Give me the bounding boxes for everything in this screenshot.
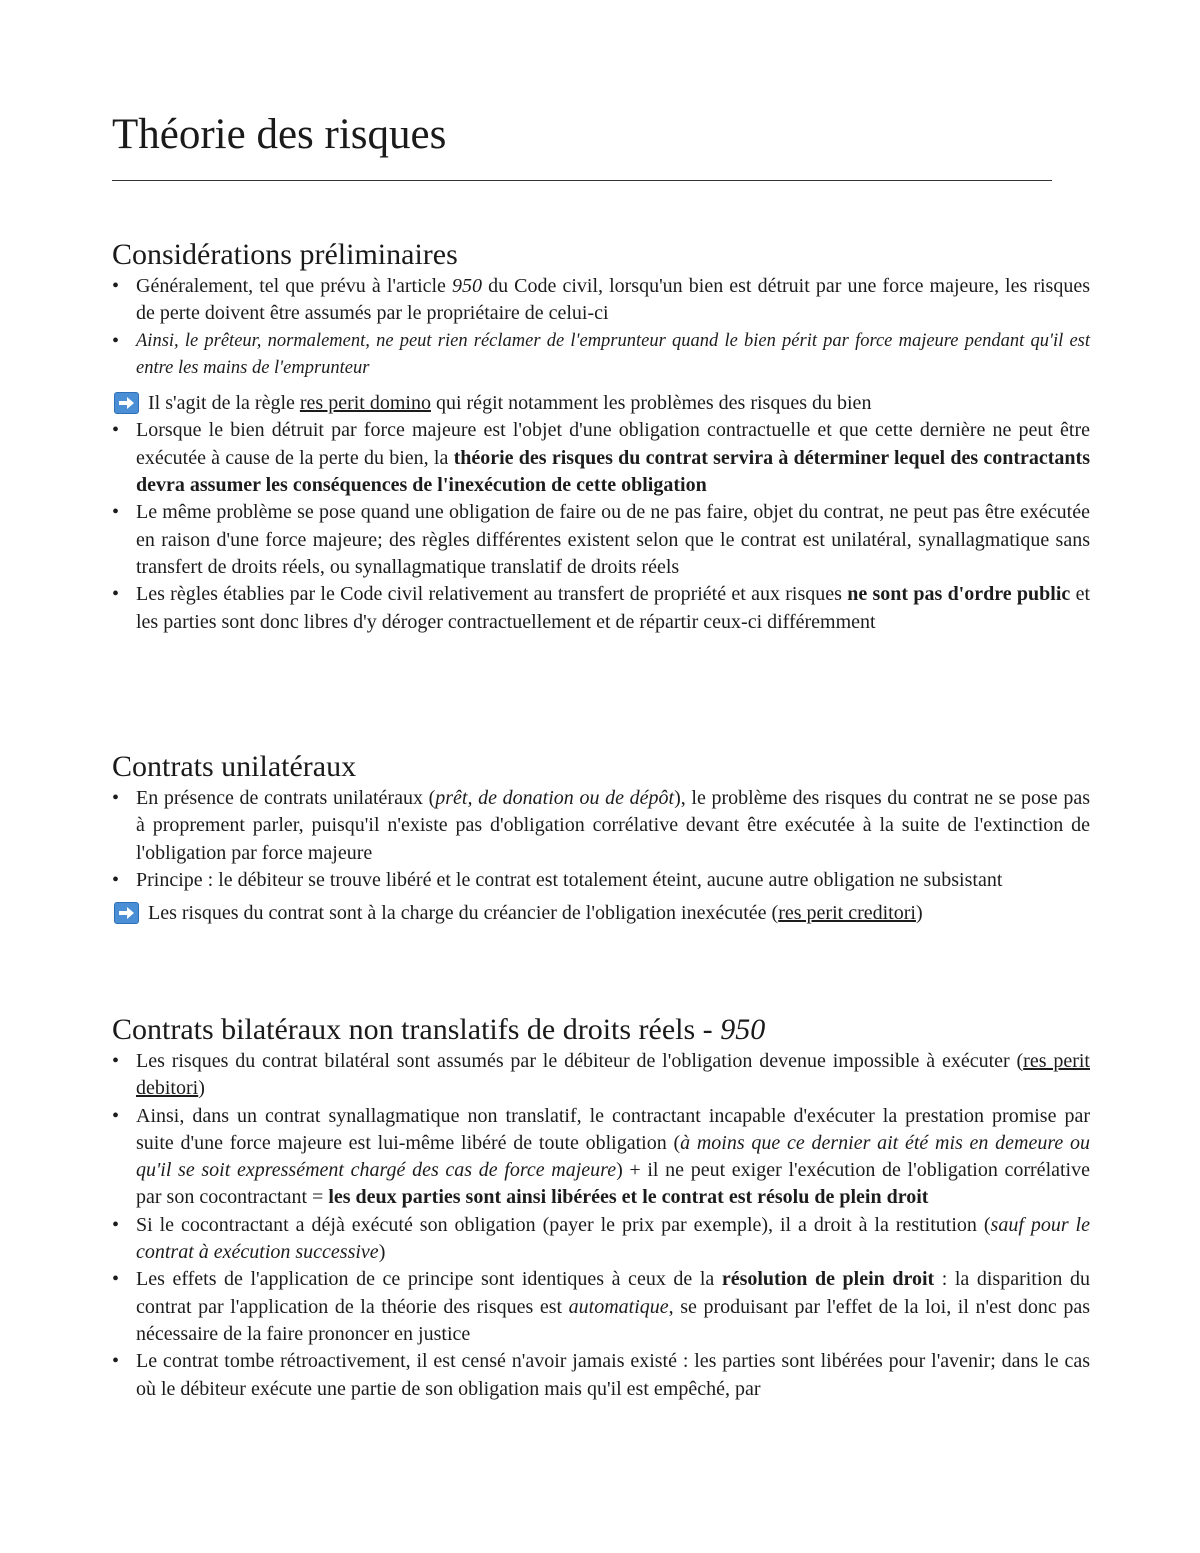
document-title: Théorie des risques bbox=[112, 111, 447, 158]
bullet-icon: • bbox=[112, 1350, 120, 1373]
bullet-icon: • bbox=[112, 1213, 120, 1236]
bullet-icon: • bbox=[112, 1268, 120, 1291]
list-item: • Le même problème se pose quand une obligation de faire ou de ne pas faire, objet du contrat, ne peut pas être exécutée en raison d'une force majeure; des règles différentes existent selon que le contrat est unilatéral, synallagmatique sans transfert de droits réels, ou synallagmatique translatif de droits réels bbox=[112, 501, 1090, 578]
right-arrow-icon bbox=[114, 392, 139, 414]
list-item: • Le contrat tombe rétroactivement, il est censé n'avoir jamais existé : les parties sont libérées pour l'avenir; dans le cas où le débiteur exécute une partie de son obligation mais qu'il est empêché, par bbox=[112, 1350, 1090, 1400]
list-item: • Les effets de l'application de ce principe sont identiques à ceux de la résolution de plein droit : la disparition du contrat par l'application de la théorie des risques est automatique, se produisant par l'effet de la loi, il n'est donc pas nécessaire de la faire prononcer en justice bbox=[112, 1268, 1090, 1345]
bullet-icon: • bbox=[112, 1050, 120, 1072]
list-item: • Principe : le débiteur se trouve libéré et le contrat est totalement éteint, aucune autre obligation ne subsistant bbox=[112, 867, 1090, 894]
arrow-note: Les risques du contrat sont à la charge du créancier de l'obligation inexécutée (res perit creditori) bbox=[112, 900, 1090, 927]
list-item: • Si le cocontractant a déjà exécuté son obligation (payer le prix par exemple), il a droit à la restitution (sauf pour le contrat à exécution successive) bbox=[112, 1213, 1090, 1264]
list-item: • En présence de contrats unilatéraux (prêt, de donation ou de dépôt), le problème des risques du contrat ne se pose pas à proprement parler, puisqu'il n'existe pas d'obligation corrélative devant être exécutée à la suite de l'extinction de l'obligation par force majeure bbox=[112, 787, 1090, 864]
bullet-icon: • bbox=[112, 329, 120, 352]
bullet-icon: • bbox=[112, 583, 120, 606]
list-item: • Les risques du contrat bilatéral sont assumés par le débiteur de l'obligation devenue impossible à exécuter (res perit debitori) bbox=[112, 1050, 1090, 1100]
section-contrats-bilateraux bbox=[112, 1013, 1090, 1403]
bullet-icon: • bbox=[112, 275, 120, 297]
bullet-icon: • bbox=[112, 419, 120, 442]
bullet-icon: • bbox=[112, 1104, 120, 1127]
section-considerations bbox=[112, 238, 1090, 636]
list-item: • Ainsi, dans un contrat synallagmatique non translatif, le contractant incapable d'exécuter la prestation promise par suite d'une force majeure est lui-même libéré de toute obligation (à moins que ce dernier ait été mis en demeure ou qu'il se soit expressément chargé des cas de force majeure) + il ne peut exiger l'exécution de l'obligation corrélative par son cocontractant = les deux parties sont ainsi libérées et le contrat est résolu de plein droit bbox=[112, 1104, 1090, 1209]
bullet-icon: • bbox=[112, 787, 120, 809]
list-item: • Lorsque le bien détruit par force majeure est l'objet d'une obligation contractuelle et que cette dernière ne peut être exécutée à cause de la perte du bien, la théorie des risques du contrat servira à déterminer lequel des contractants devra assumer les conséquences de l'inexécution de cette obligation bbox=[112, 419, 1090, 497]
list-item: • Ainsi, le prêteur, normalement, ne peut rien réclamer de l'emprunteur quand le bien périt par force majeure pendant qu'il est entre les mains de l'emprunteur bbox=[112, 329, 1090, 378]
bullet-icon: • bbox=[112, 501, 120, 524]
arrow-note: Il s'agit de la règle res perit domino qui régit notamment les problèmes des risques du bien bbox=[112, 390, 1090, 417]
section-heading: Contrats unilatéraux bbox=[112, 750, 357, 783]
right-arrow-icon bbox=[114, 902, 139, 924]
section-contrats-unilateraux bbox=[112, 750, 1090, 927]
bullet-icon: • bbox=[112, 868, 120, 891]
section-heading: Contrats bilatéraux non translatifs de droits réels - 950 bbox=[112, 1013, 766, 1046]
section-heading: Considérations préliminaires bbox=[112, 238, 458, 271]
title-underline-rule bbox=[112, 180, 1052, 181]
list-item: • Généralement, tel que prévu à l'article 950 du Code civil, lorsqu'un bien est détruit par une force majeure, les risques de perte doivent être assumés par le propriétaire de celui-ci bbox=[112, 275, 1090, 325]
list-item: • Les règles établies par le Code civil relativement au transfert de propriété et aux risques ne sont pas d'ordre public et les parties sont donc libres d'y déroger contractuellement et de répartir ceux-ci différemment bbox=[112, 583, 1090, 633]
